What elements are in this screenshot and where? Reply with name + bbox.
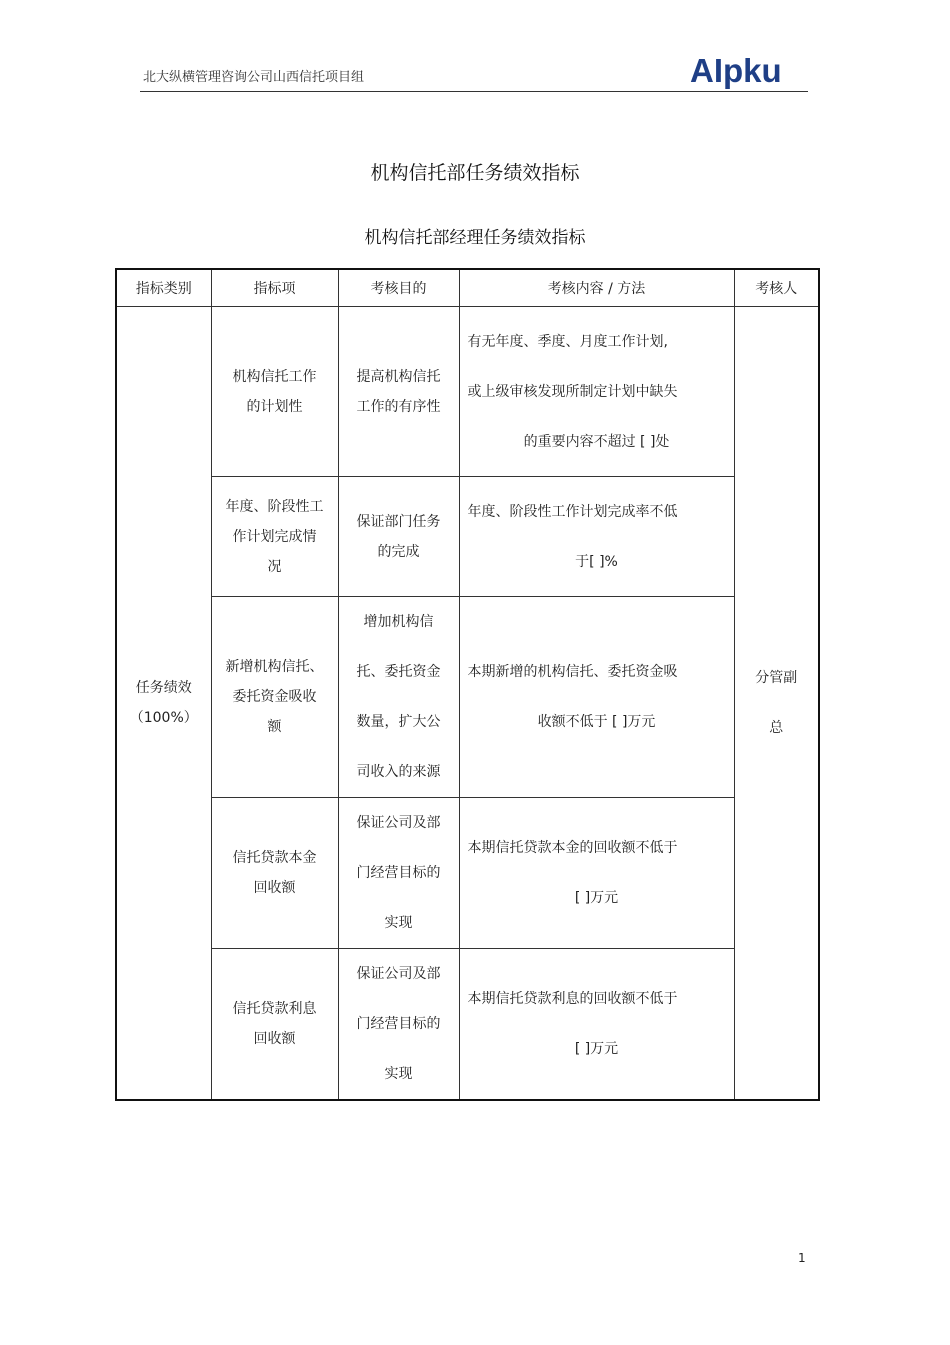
- item-cell: 年度、阶段性工 作计划完成情 况: [211, 477, 338, 597]
- purpose-cell: 增加机构信 托、委托资金 数量，扩大公 司收入的来源: [338, 597, 459, 798]
- header-method: 考核内容 / 方法: [459, 269, 734, 307]
- method-cell: 本期信托贷款本金的回收额不低于 [ ]万元: [459, 798, 734, 949]
- method-cell: 年度、阶段性工作计划完成率不低 于[ ]%: [459, 477, 734, 597]
- purpose-cell: 保证公司及部 门经营目标的 实现: [338, 798, 459, 949]
- table-row: [116, 798, 819, 949]
- item-cell: 新增机构信托、 委托资金吸收 额: [211, 597, 338, 798]
- method-cell: 本期新增的机构信托、委托资金吸 收额不低于 [ ]万元: [459, 597, 734, 798]
- header-purpose: 考核目的: [338, 269, 459, 307]
- item-cell: 信托贷款本金 回收额: [211, 798, 338, 949]
- header-category: 指标类别: [116, 269, 211, 307]
- page-number: 1: [798, 1251, 806, 1265]
- kpi-table: [115, 268, 820, 1101]
- assessor-cell: 分管副 总: [734, 307, 819, 1101]
- logo-text: AIpku: [690, 53, 782, 89]
- category-cell: 任务绩效 （100%）: [116, 307, 211, 1101]
- table-row: [116, 477, 819, 597]
- table-row: [116, 949, 819, 1101]
- table-row: [116, 307, 819, 477]
- company-logo: [689, 53, 805, 89]
- header-company: 北大纵横管理咨询公司山西信托项目组: [143, 70, 365, 85]
- header-assessor: 考核人: [734, 269, 819, 307]
- purpose-cell: 保证公司及部 门经营目标的 实现: [338, 949, 459, 1101]
- table-header-row: [116, 269, 819, 307]
- page-subtitle: 机构信托部经理任务绩效指标: [364, 228, 586, 248]
- page-title: 机构信托部任务绩效指标: [370, 162, 580, 184]
- method-cell: 有无年度、季度、月度工作计划, 或上级审核发现所制定计划中缺失 的重要内容不超过 [ ]处: [459, 307, 734, 477]
- purpose-cell: 保证部门任务 的完成: [338, 477, 459, 597]
- item-cell: 信托贷款利息 回收额: [211, 949, 338, 1101]
- method-cell: 本期信托贷款利息的回收额不低于 [ ]万元: [459, 949, 734, 1101]
- header-item: 指标项: [211, 269, 338, 307]
- item-cell: 机构信托工作 的计划性: [211, 307, 338, 477]
- table-row: [116, 597, 819, 798]
- header-rule: [140, 91, 808, 92]
- purpose-cell: 提高机构信托 工作的有序性: [338, 307, 459, 477]
